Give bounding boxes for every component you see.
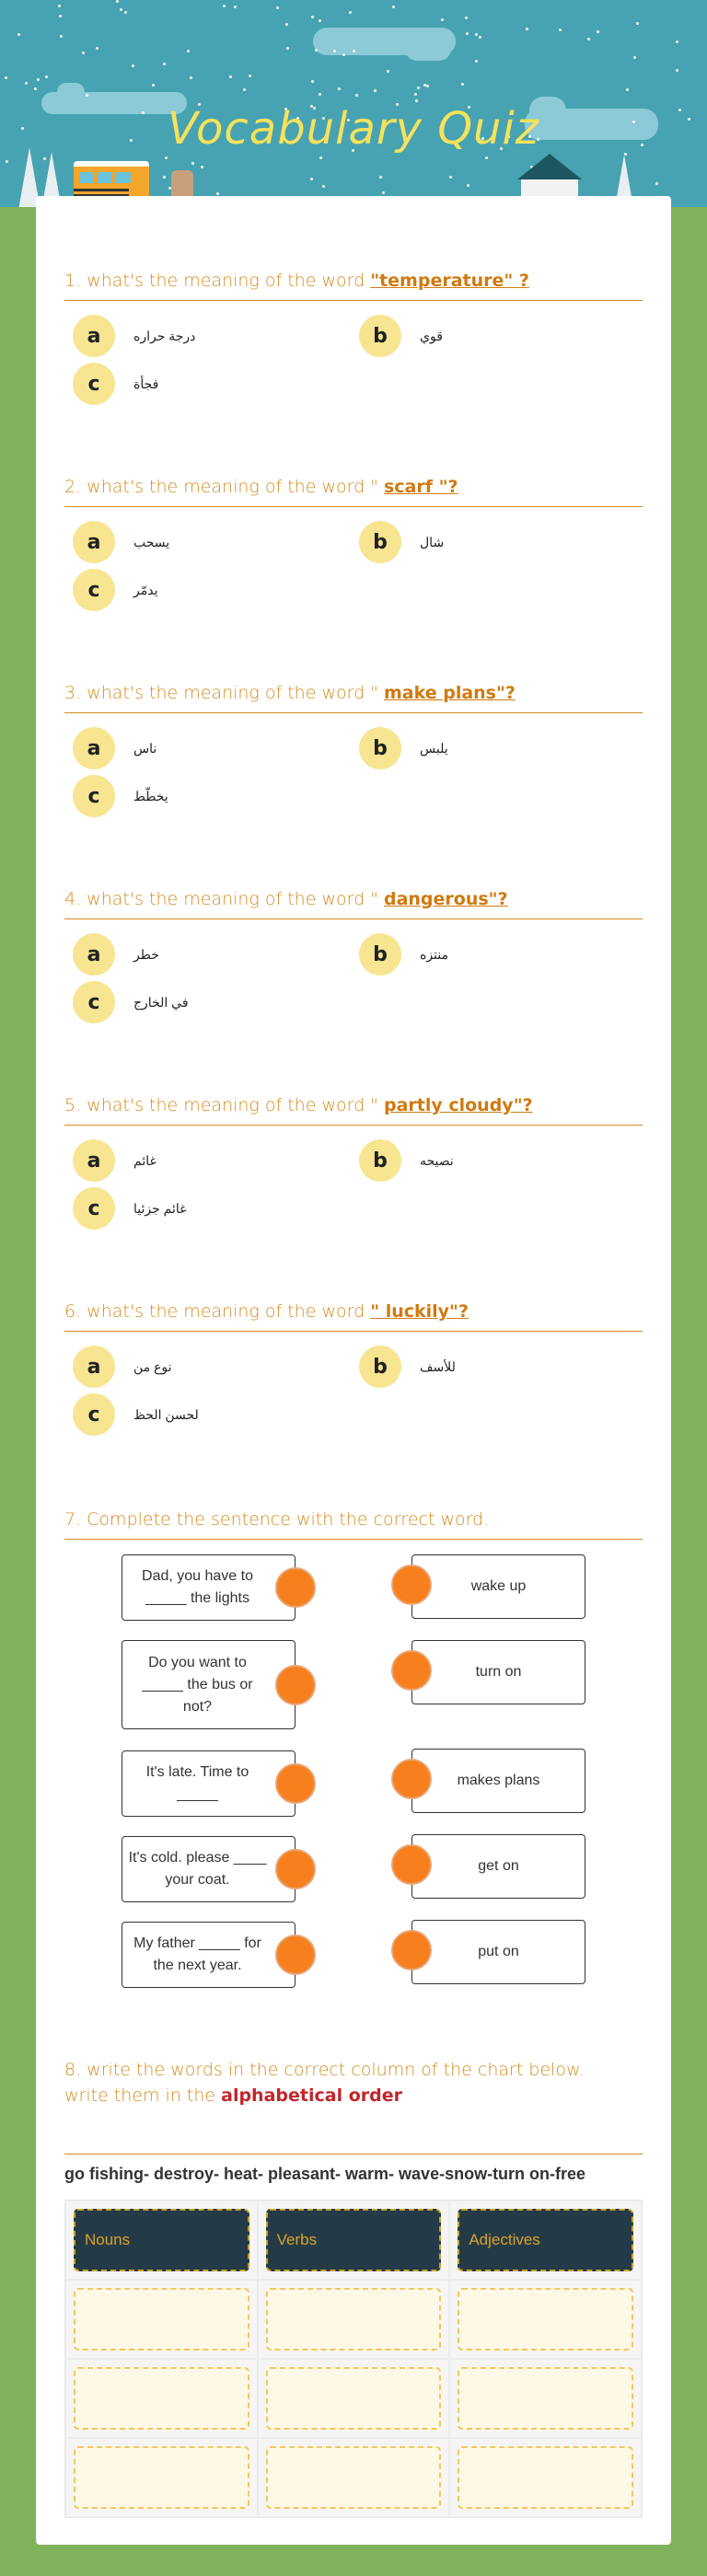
option-text: قوي xyxy=(420,328,443,343)
drop-zone[interactable] xyxy=(266,2446,442,2509)
snowflake xyxy=(124,11,127,14)
snowflake xyxy=(676,69,678,72)
option-letter-bubble: a xyxy=(73,315,115,357)
snowflake xyxy=(45,75,48,78)
snowflake xyxy=(338,87,341,90)
option-text: غائم جزئيا xyxy=(133,1200,187,1216)
option-c[interactable] xyxy=(73,363,158,405)
snowflake xyxy=(342,53,345,56)
answer-card xyxy=(411,1920,585,1984)
question-prefix: 4. what's the meaning of the word " xyxy=(64,889,384,909)
option-text: في الخارج xyxy=(133,994,189,1010)
option-c[interactable] xyxy=(73,775,168,817)
answer-card xyxy=(411,1554,585,1619)
snowflake xyxy=(190,76,192,79)
snowflake xyxy=(165,156,168,159)
option-letter-bubble: a xyxy=(73,727,115,769)
question-8-line1: 8. write the words in the correct column of the chart below. xyxy=(64,2060,585,2080)
snowflake xyxy=(216,192,219,195)
answer-text: turn on xyxy=(475,1664,522,1680)
snowflake xyxy=(5,76,7,79)
snowflake xyxy=(353,50,355,52)
question-prefix: 2. what's the meaning of the word " xyxy=(64,477,384,497)
option-letter-bubble: b xyxy=(359,521,401,563)
snowflake xyxy=(229,75,232,78)
option-a[interactable] xyxy=(73,933,159,976)
snowflake xyxy=(152,84,155,87)
snowflake xyxy=(96,47,99,50)
option-letter-bubble: c xyxy=(73,569,115,611)
snowflake xyxy=(132,64,134,67)
question-8-line2: write them in the xyxy=(64,2085,222,2106)
option-b[interactable] xyxy=(359,933,448,976)
snowflake xyxy=(415,99,418,102)
snowflake xyxy=(387,70,389,73)
option-letter-bubble: a xyxy=(73,1139,115,1182)
snowflake xyxy=(116,0,119,3)
question-title xyxy=(64,267,643,301)
option-a[interactable] xyxy=(73,1139,156,1182)
page-title: Vocabulary Quiz xyxy=(168,103,539,155)
snowflake xyxy=(355,94,358,97)
column-header-verbs: Verbs xyxy=(266,2209,442,2271)
option-letter-bubble: c xyxy=(73,363,115,405)
snowflake xyxy=(449,176,452,179)
option-text: غائم xyxy=(133,1152,156,1168)
snowflake xyxy=(475,60,478,63)
snowflake xyxy=(37,78,40,81)
option-b[interactable] xyxy=(359,315,443,357)
answer-card xyxy=(411,1640,585,1704)
connector-dot-left[interactable] xyxy=(275,1935,316,1975)
snowflake xyxy=(467,184,469,187)
sentence-card xyxy=(122,1750,296,1817)
snowflake xyxy=(234,6,237,8)
option-text: يخطّط xyxy=(133,788,168,803)
question-6 xyxy=(64,1298,643,1332)
snowflake xyxy=(163,176,166,179)
snowflake xyxy=(25,82,28,85)
snowflake xyxy=(319,93,321,96)
question-keyword: dangerous"? xyxy=(383,889,508,909)
option-text: لحسن الحظ xyxy=(133,1406,199,1422)
option-letter-bubble: c xyxy=(73,1187,115,1230)
snowflake xyxy=(485,156,488,159)
connector-dot-right[interactable] xyxy=(391,1650,432,1691)
question-4 xyxy=(64,885,643,919)
snowflake xyxy=(201,166,203,168)
snowflake xyxy=(676,40,678,43)
sentence-text: Do you want to _____ the bus or not? xyxy=(142,1654,253,1715)
option-text: ناس xyxy=(133,740,157,756)
snowflake xyxy=(559,29,562,31)
question-keyword: scarf "? xyxy=(383,477,458,497)
question-title xyxy=(64,1092,643,1126)
connector-dot-left[interactable] xyxy=(275,1763,316,1804)
question-1 xyxy=(64,267,643,301)
connector-dot-left[interactable] xyxy=(275,1849,316,1889)
snowflake xyxy=(479,36,481,39)
question-keyword: "temperature" ? xyxy=(370,271,529,291)
option-letter-bubble: c xyxy=(73,981,115,1023)
option-text: نوع من xyxy=(133,1358,172,1374)
option-letter-bubble: a xyxy=(73,1346,115,1388)
snowflake xyxy=(187,50,190,52)
snowflake xyxy=(333,50,336,52)
snowflake xyxy=(349,11,352,14)
highlight-text: alphabetical order xyxy=(221,2085,402,2106)
question-7 xyxy=(64,1506,643,1540)
option-text: شال xyxy=(420,534,445,549)
option-text: منتزه xyxy=(420,946,449,962)
option-letter-bubble: a xyxy=(73,521,115,563)
snowflake xyxy=(466,32,469,35)
snowflake xyxy=(382,191,385,194)
question-title xyxy=(64,473,643,507)
answer-text: makes plans xyxy=(457,1773,540,1788)
sentence-text: My father _____ for the next year. xyxy=(133,1935,261,1973)
snowflake xyxy=(59,15,62,17)
snowflake xyxy=(379,176,382,179)
option-letter-bubble: c xyxy=(73,775,115,817)
option-a[interactable] xyxy=(73,315,195,357)
sentence-text: It's late. Time to _____ xyxy=(145,1764,249,1802)
drop-zone[interactable] xyxy=(458,2288,633,2351)
snowflake xyxy=(465,17,468,19)
snowflake xyxy=(120,8,122,11)
option-letter-bubble: b xyxy=(359,1346,401,1388)
connector-dot-right[interactable] xyxy=(391,1930,432,1970)
option-text: للأسف xyxy=(420,1358,456,1374)
answer-text: get on xyxy=(478,1858,519,1874)
drop-zone[interactable] xyxy=(458,2446,633,2509)
snowflake xyxy=(626,88,629,91)
connector-dot-right[interactable] xyxy=(391,1565,432,1605)
snowflake xyxy=(526,28,528,30)
answer-card xyxy=(411,1749,585,1813)
question-keyword: make plans"? xyxy=(383,683,516,703)
question-prefix: 1. what's the meaning of the word xyxy=(64,271,371,291)
snowflake xyxy=(17,33,20,36)
option-letter-bubble: b xyxy=(359,1139,401,1182)
snowflake xyxy=(426,85,429,87)
snowflake xyxy=(319,156,322,159)
snowflake xyxy=(475,33,478,36)
question-8-title xyxy=(64,2057,643,2108)
cloud xyxy=(57,83,85,101)
connector-dot-right[interactable] xyxy=(391,1759,432,1799)
question-title xyxy=(64,885,643,919)
option-c[interactable] xyxy=(73,981,189,1023)
snowflake xyxy=(191,162,194,165)
option-letter-bubble: b xyxy=(359,933,401,976)
question-2 xyxy=(64,473,643,507)
drop-zone[interactable] xyxy=(458,2367,633,2430)
snowflake xyxy=(633,56,636,59)
column-header-nouns: Nouns xyxy=(74,2209,249,2271)
snowflake xyxy=(311,16,314,18)
option-c[interactable] xyxy=(73,1187,186,1230)
option-c[interactable] xyxy=(73,569,157,611)
option-letter-bubble: c xyxy=(73,1393,115,1436)
sorting-table xyxy=(64,2200,643,2518)
option-letter-bubble: a xyxy=(73,933,115,976)
snowflake xyxy=(392,6,395,8)
drop-zone[interactable] xyxy=(74,2446,249,2509)
option-text: يلبس xyxy=(420,740,448,756)
question-title: 7. Complete the sentence with the correct word. xyxy=(64,1506,643,1540)
drop-zone[interactable] xyxy=(266,2367,442,2430)
snowflake xyxy=(58,5,61,7)
question-keyword: " luckily"? xyxy=(370,1301,469,1322)
option-b[interactable] xyxy=(359,1346,456,1388)
snowflake xyxy=(461,83,464,86)
snowflake xyxy=(417,87,420,89)
snowflake xyxy=(636,22,639,25)
sentence-text: It's cold. please ____ your coat. xyxy=(128,1850,267,1888)
snowflake xyxy=(310,178,313,180)
answer-text: put on xyxy=(478,1944,519,1959)
cloud xyxy=(405,37,451,61)
sentence-card xyxy=(122,1836,296,1902)
snowflake xyxy=(285,23,288,26)
snowflake xyxy=(286,47,289,50)
option-letter-bubble: b xyxy=(359,727,401,769)
snowflake xyxy=(597,30,599,33)
snowflake xyxy=(60,35,63,38)
option-text: فجأة xyxy=(133,375,159,391)
sentence-text: Dad, you have to _____ the lights xyxy=(142,1568,253,1606)
snowflake xyxy=(319,19,321,22)
question-prefix: 6. what's the meaning of the word xyxy=(64,1301,371,1322)
question-keyword: partly cloudy"? xyxy=(383,1095,533,1115)
snowflake xyxy=(414,93,417,96)
sentence-card xyxy=(122,1922,296,1988)
snowflake xyxy=(276,6,279,9)
option-a[interactable] xyxy=(73,521,169,563)
snowflake xyxy=(655,182,658,185)
snowflake xyxy=(163,63,166,65)
snowflake xyxy=(311,80,314,83)
snowflake xyxy=(249,75,251,77)
snowflake xyxy=(82,52,85,54)
question-3 xyxy=(64,679,643,713)
option-letter-bubble: b xyxy=(359,315,401,357)
sentence-card xyxy=(122,1640,296,1729)
answer-text: wake up xyxy=(470,1578,527,1594)
option-c[interactable] xyxy=(73,1393,199,1436)
snowflake xyxy=(6,160,8,163)
snowflake xyxy=(587,38,590,40)
snowflake xyxy=(322,185,325,188)
option-b[interactable] xyxy=(359,727,448,769)
header-banner xyxy=(0,0,707,221)
word-bank: go fishing- destroy- heat- pleasant- warm- wave-snow-turn on-free xyxy=(64,2165,586,2183)
drop-zone[interactable] xyxy=(74,2367,249,2430)
option-text: درجة حراره xyxy=(133,328,196,343)
option-b[interactable] xyxy=(359,1139,454,1182)
option-b[interactable] xyxy=(359,521,444,563)
option-text: يسحب xyxy=(133,534,170,549)
answer-card xyxy=(411,1834,585,1899)
snowflake xyxy=(374,89,377,92)
question-5 xyxy=(64,1092,643,1126)
sentence-card xyxy=(122,1554,296,1621)
option-text: خطر xyxy=(133,946,159,962)
snowflake xyxy=(34,87,37,90)
snowflake xyxy=(243,88,246,91)
option-a[interactable] xyxy=(73,727,156,769)
connector-dot-right[interactable] xyxy=(391,1844,432,1885)
connector-dot-left[interactable] xyxy=(275,1567,316,1608)
question-prefix: 3. what's the meaning of the word " xyxy=(64,683,384,703)
snowflake xyxy=(441,18,444,21)
connector-dot-left[interactable] xyxy=(275,1665,316,1705)
question-prefix: 5. what's the meaning of the word " xyxy=(64,1095,384,1115)
column-header-adjectives: Adjectives xyxy=(458,2209,633,2271)
drop-zone[interactable] xyxy=(74,2288,249,2351)
option-text: يدمّر xyxy=(133,582,158,597)
drop-zone[interactable] xyxy=(266,2288,442,2351)
snowflake xyxy=(223,5,226,7)
question-title xyxy=(64,1298,643,1332)
snowflake xyxy=(86,94,88,97)
option-a[interactable] xyxy=(73,1346,172,1388)
option-text: نصيحه xyxy=(420,1152,454,1168)
question-title xyxy=(64,679,643,713)
